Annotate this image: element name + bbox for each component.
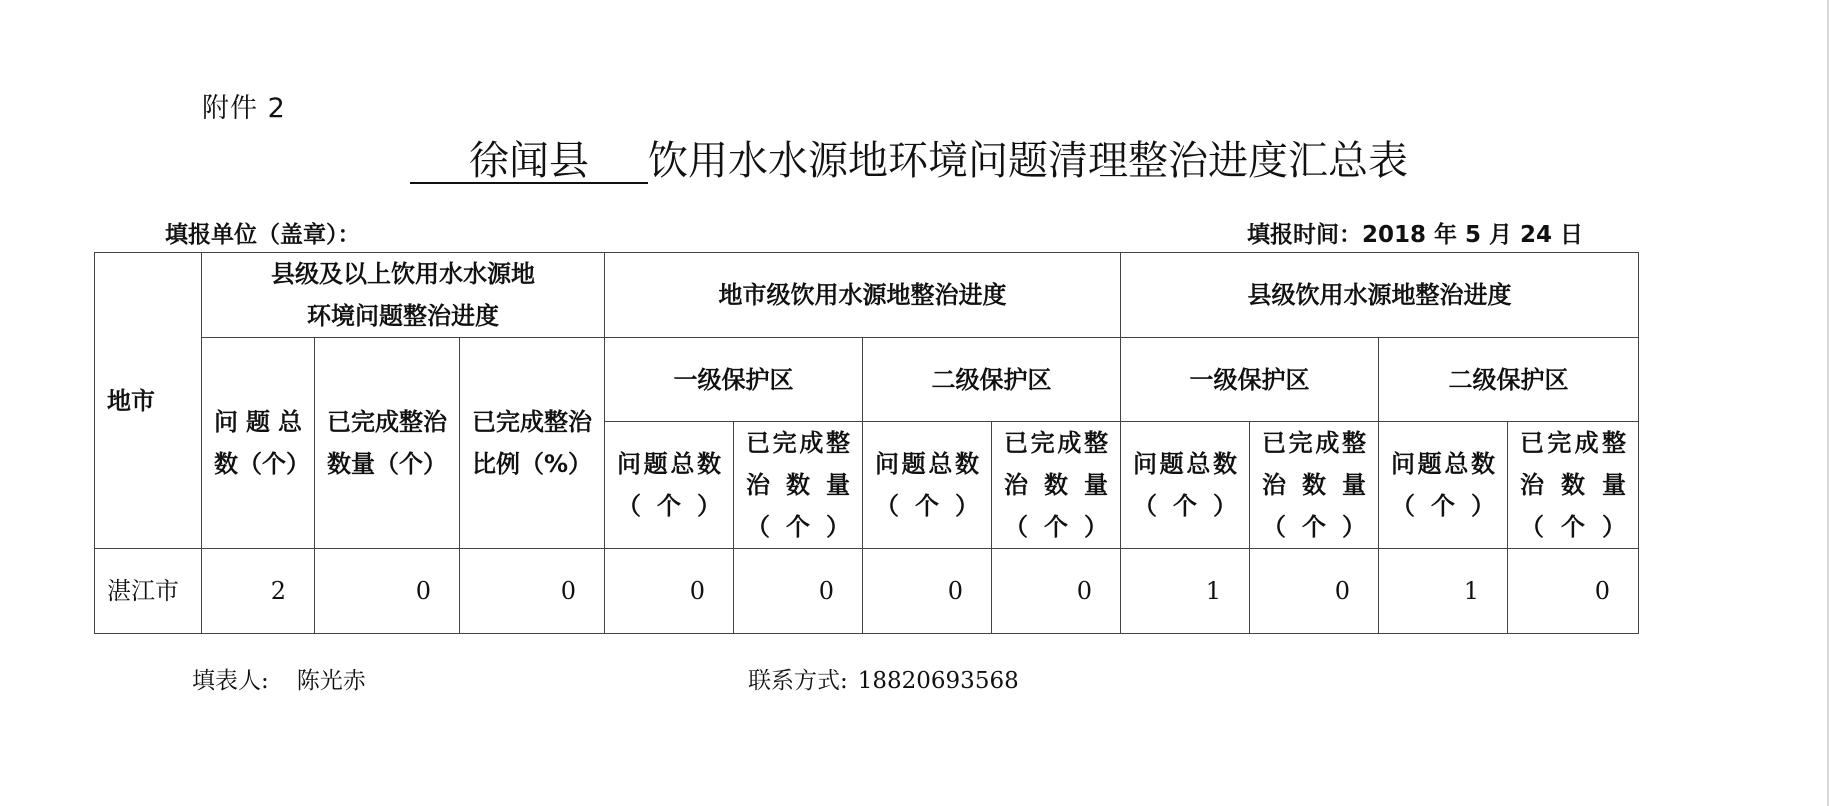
header-sub-total: 问题总数（个） xyxy=(605,422,734,549)
title-county: 徐闻县 xyxy=(410,140,648,184)
header-sub-total: 问题总数（个） xyxy=(863,422,992,549)
table-row xyxy=(95,549,1639,634)
row-city-primary-done: 0 xyxy=(734,549,863,634)
row-county-primary-done: 0 xyxy=(1250,549,1379,634)
row-city-primary-total: 0 xyxy=(605,549,734,634)
header-group-city-level: 地市级饮用水源地整治进度 xyxy=(605,253,1121,338)
header-total: 问题总数（个） xyxy=(202,338,315,549)
row-city-secondary-done: 0 xyxy=(992,549,1121,634)
header-city-secondary-zone: 二级保护区 xyxy=(863,338,1121,422)
fill-unit-label: 填报单位（盖章）： xyxy=(165,222,361,248)
header-county-secondary-zone: 二级保护区 xyxy=(1379,338,1639,422)
row-city: 湛江市 xyxy=(95,549,202,634)
footer-contact xyxy=(748,662,1019,695)
row-total: 2 xyxy=(202,549,315,634)
fill-time-label: 填报时间：2018 年 5 月 24 日 xyxy=(1246,222,1583,248)
contact-value: 18820693568 xyxy=(857,668,1019,694)
header-sub-done: 已完成整治数量（个） xyxy=(992,422,1121,549)
header-sub-done: 已完成整治数量（个） xyxy=(1250,422,1379,549)
header-city: 地市 xyxy=(95,253,202,549)
attachment-label: 附件 2 xyxy=(202,93,286,124)
row-city-secondary-total: 0 xyxy=(863,549,992,634)
row-county-secondary-total: 1 xyxy=(1379,549,1508,634)
footer-filler xyxy=(192,662,366,695)
title-text: 饮用水水源地环境问题清理整治进度汇总表 xyxy=(648,138,1408,184)
row-county-secondary-done: 0 xyxy=(1508,549,1639,634)
contact-label: 联系方式: xyxy=(748,668,848,694)
row-county-primary-total: 1 xyxy=(1121,549,1250,634)
header-group-county-above: 县级及以上饮用水水源地环境问题整治进度 xyxy=(202,253,605,338)
header-sub-done: 已完成整治数量（个） xyxy=(734,422,863,549)
header-ratio: 已完成整治比例（%） xyxy=(460,338,605,549)
row-ratio: 0 xyxy=(460,549,605,634)
header-sub-done: 已完成整治数量（个） xyxy=(1508,422,1639,549)
header-group-county-level: 县级饮用水源地整治进度 xyxy=(1121,253,1639,338)
header-sub-total: 问题总数（个） xyxy=(1379,422,1508,549)
header-city-primary-zone: 一级保护区 xyxy=(605,338,863,422)
header-county-primary-zone: 一级保护区 xyxy=(1121,338,1379,422)
page-title xyxy=(410,138,1408,184)
filler-label: 填表人: xyxy=(192,668,269,694)
header-done: 已完成整治数量（个） xyxy=(315,338,460,549)
row-done: 0 xyxy=(315,549,460,634)
header-sub-total: 问题总数（个） xyxy=(1121,422,1250,549)
progress-table xyxy=(94,252,1639,634)
filler-name: 陈光赤 xyxy=(296,668,366,694)
